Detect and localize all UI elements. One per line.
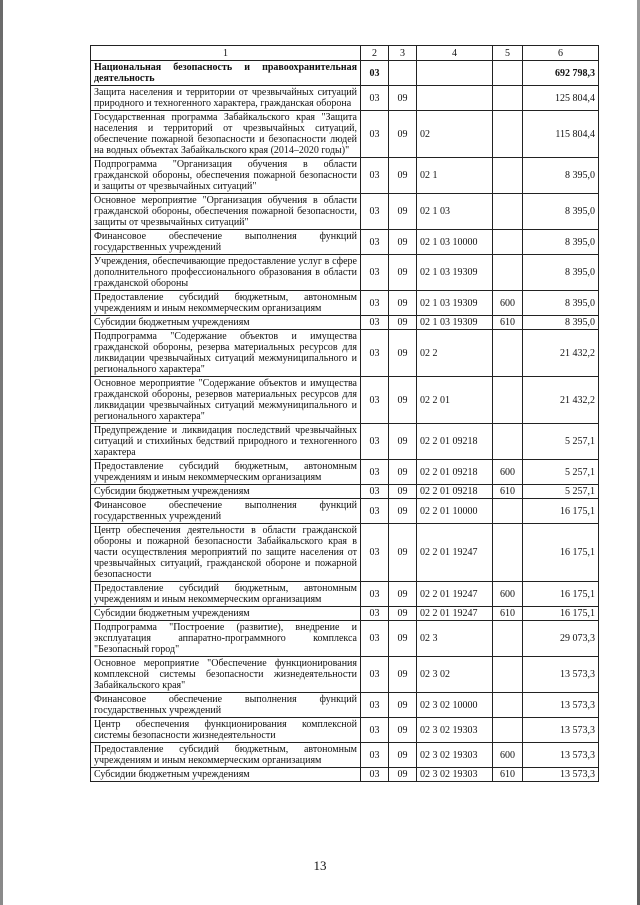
- row-section: 03: [361, 377, 389, 424]
- row-section: 03: [361, 230, 389, 255]
- row-subsection: 09: [389, 693, 417, 718]
- row-subsection: 09: [389, 657, 417, 693]
- row-expense-type: 600: [493, 582, 523, 607]
- budget-table: [90, 45, 599, 782]
- row-name: Финансовое обеспечение выполнения функций государственных учреждений: [91, 693, 361, 718]
- row-target-code: 02 2 01 19247: [417, 582, 493, 607]
- row-subsection: 09: [389, 524, 417, 582]
- row-expense-type: [493, 621, 523, 657]
- row-name: Национальная безопасность и правоохранительная деятельность: [91, 61, 361, 86]
- row-subsection: 09: [389, 718, 417, 743]
- table-row: [91, 718, 599, 743]
- row-target-code: 02 2: [417, 330, 493, 377]
- row-amount: 115 804,4: [523, 111, 599, 158]
- row-expense-type: [493, 194, 523, 230]
- row-amount: 692 798,3: [523, 61, 599, 86]
- row-target-code: 02 2 01 19247: [417, 524, 493, 582]
- table-row: [91, 768, 599, 782]
- row-amount: 13 573,3: [523, 768, 599, 782]
- row-subsection: 09: [389, 485, 417, 499]
- row-name: Основное мероприятие "Содержание объектов и имущества гражданской обороны, резервов материальных ресурсов для ликвидации чрезвычайных ситуаций межмуниципального и регионального характера": [91, 377, 361, 424]
- table-row: [91, 158, 599, 194]
- row-expense-type: [493, 255, 523, 291]
- row-expense-type: [493, 330, 523, 377]
- row-name: Подпрограмма "Содержание объектов и имущества гражданской обороны, резерва материальных ресурсов для ликвидации чрезвычайных ситуаций межмуниципального и регионального характера": [91, 330, 361, 377]
- row-section: 03: [361, 693, 389, 718]
- row-amount: 8 395,0: [523, 255, 599, 291]
- row-amount: 13 573,3: [523, 693, 599, 718]
- row-subsection: 09: [389, 291, 417, 316]
- row-section: 03: [361, 768, 389, 782]
- row-target-code: [417, 86, 493, 111]
- row-target-code: 02 3 02 19303: [417, 768, 493, 782]
- row-section: 03: [361, 460, 389, 485]
- header-col-6: 6: [523, 46, 599, 61]
- row-expense-type: 610: [493, 607, 523, 621]
- row-name: Финансовое обеспечение выполнения функций государственных учреждений: [91, 499, 361, 524]
- row-name: Субсидии бюджетным учреждениям: [91, 316, 361, 330]
- row-expense-type: [493, 657, 523, 693]
- row-amount: 13 573,3: [523, 657, 599, 693]
- row-section: 03: [361, 743, 389, 768]
- row-amount: 125 804,4: [523, 86, 599, 111]
- row-target-code: 02 3 02 10000: [417, 693, 493, 718]
- row-subsection: 09: [389, 111, 417, 158]
- row-target-code: 02 2 01 09218: [417, 485, 493, 499]
- row-target-code: 02 2 01 09218: [417, 424, 493, 460]
- row-target-code: 02 3 02 19303: [417, 743, 493, 768]
- row-target-code: 02 1 03: [417, 194, 493, 230]
- table-row: [91, 693, 599, 718]
- row-name: Основное мероприятие "Организация обучения в области гражданской обороны, обеспечения пожарной безопасности, защиты от чрезвычайных ситуаций": [91, 194, 361, 230]
- row-section: 03: [361, 718, 389, 743]
- row-name: Центр обеспечения деятельности в области гражданской обороны и пожарной безопасности Забайкальского края в части осуществления мероприятий по защите населения от чрезвычайных ситуаций, гражданской обороне и пожарной безопасности: [91, 524, 361, 582]
- row-name: Предоставление субсидий бюджетным, автономным учреждениям и иным некоммерческим организациям: [91, 743, 361, 768]
- row-amount: 29 073,3: [523, 621, 599, 657]
- row-target-code: 02 2 01: [417, 377, 493, 424]
- table-row: [91, 230, 599, 255]
- row-expense-type: 610: [493, 768, 523, 782]
- row-expense-type: [493, 718, 523, 743]
- table-row: [91, 424, 599, 460]
- row-subsection: 09: [389, 768, 417, 782]
- row-name: Субсидии бюджетным учреждениям: [91, 485, 361, 499]
- table-row: [91, 460, 599, 485]
- row-expense-type: [493, 61, 523, 86]
- table-row: [91, 743, 599, 768]
- row-name: Субсидии бюджетным учреждениям: [91, 768, 361, 782]
- table-row: [91, 485, 599, 499]
- row-target-code: 02 1 03 19309: [417, 291, 493, 316]
- row-amount: 5 257,1: [523, 424, 599, 460]
- table-row: [91, 194, 599, 230]
- row-name: Предоставление субсидий бюджетным, автономным учреждениям и иным некоммерческим организациям: [91, 291, 361, 316]
- table-row: [91, 316, 599, 330]
- row-amount: 16 175,1: [523, 499, 599, 524]
- row-expense-type: 600: [493, 291, 523, 316]
- row-amount: 13 573,3: [523, 718, 599, 743]
- row-subsection: 09: [389, 158, 417, 194]
- row-section: 03: [361, 485, 389, 499]
- table-row: [91, 377, 599, 424]
- row-name: Предупреждение и ликвидация последствий чрезвычайных ситуаций и стихийных бедствий природного и техногенного характера: [91, 424, 361, 460]
- row-amount: 8 395,0: [523, 291, 599, 316]
- row-name: Предоставление субсидий бюджетным, автономным учреждениям и иным некоммерческим организациям: [91, 460, 361, 485]
- row-section: 03: [361, 194, 389, 230]
- row-subsection: 09: [389, 316, 417, 330]
- row-section: 03: [361, 657, 389, 693]
- row-section: 03: [361, 61, 389, 86]
- row-target-code: 02 3 02 19303: [417, 718, 493, 743]
- row-name: Финансовое обеспечение выполнения функций государственных учреждений: [91, 230, 361, 255]
- table-row: [91, 524, 599, 582]
- row-section: 03: [361, 330, 389, 377]
- row-amount: 5 257,1: [523, 485, 599, 499]
- row-section: 03: [361, 255, 389, 291]
- table-row: [91, 291, 599, 316]
- row-amount: 8 395,0: [523, 158, 599, 194]
- table-row: [91, 255, 599, 291]
- row-target-code: 02 3 02: [417, 657, 493, 693]
- row-target-code: 02: [417, 111, 493, 158]
- row-subsection: [389, 61, 417, 86]
- row-name: Подпрограмма "Построение (развитие), внедрение и эксплуатация аппаратно-программного комплекса "Безопасный город": [91, 621, 361, 657]
- row-subsection: 09: [389, 230, 417, 255]
- header-col-3: 3: [389, 46, 417, 61]
- row-expense-type: [493, 424, 523, 460]
- row-section: 03: [361, 582, 389, 607]
- row-subsection: 09: [389, 582, 417, 607]
- row-section: 03: [361, 424, 389, 460]
- table-row: [91, 657, 599, 693]
- row-name: Предоставление субсидий бюджетным, автономным учреждениям и иным некоммерческим организациям: [91, 582, 361, 607]
- row-target-code: 02 1 03 10000: [417, 230, 493, 255]
- row-section: 03: [361, 607, 389, 621]
- row-section: 03: [361, 499, 389, 524]
- row-target-code: 02 1: [417, 158, 493, 194]
- table-row: [91, 499, 599, 524]
- row-target-code: 02 1 03 19309: [417, 255, 493, 291]
- row-expense-type: [493, 230, 523, 255]
- row-subsection: 09: [389, 330, 417, 377]
- row-section: 03: [361, 621, 389, 657]
- row-subsection: 09: [389, 377, 417, 424]
- table-row: [91, 61, 599, 86]
- row-name: Субсидии бюджетным учреждениям: [91, 607, 361, 621]
- table-row: [91, 86, 599, 111]
- row-section: 03: [361, 158, 389, 194]
- row-expense-type: [493, 158, 523, 194]
- row-amount: 13 573,3: [523, 743, 599, 768]
- row-name: Государственная программа Забайкальского края "Защита населения и территорий от чрезвычайных ситуаций, обеспечение пожарной безопасности и безопасности людей на водных объектах Забайкальского края (2014–2020 годы)": [91, 111, 361, 158]
- row-amount: 21 432,2: [523, 377, 599, 424]
- row-expense-type: [493, 86, 523, 111]
- row-target-code: [417, 61, 493, 86]
- row-name: Подпрограмма "Организация обучения в области гражданской обороны, обеспечения пожарной безопасности и защиты от чрезвычайных ситуаций": [91, 158, 361, 194]
- row-amount: 8 395,0: [523, 194, 599, 230]
- row-name: Основное мероприятие "Обеспечение функционирования комплексной системы безопасности жизнедеятельности Забайкальского края": [91, 657, 361, 693]
- row-subsection: 09: [389, 743, 417, 768]
- row-subsection: 09: [389, 86, 417, 111]
- table-body: [91, 61, 599, 782]
- row-target-code: 02 3: [417, 621, 493, 657]
- row-expense-type: [493, 377, 523, 424]
- row-expense-type: [493, 524, 523, 582]
- row-amount: 16 175,1: [523, 582, 599, 607]
- row-expense-type: [493, 693, 523, 718]
- table-row: [91, 582, 599, 607]
- row-subsection: 09: [389, 194, 417, 230]
- row-amount: 8 395,0: [523, 230, 599, 255]
- header-col-4: 4: [417, 46, 493, 61]
- row-target-code: 02 2 01 19247: [417, 607, 493, 621]
- table-row: [91, 621, 599, 657]
- scan-edge-left: [0, 0, 3, 905]
- row-section: 03: [361, 524, 389, 582]
- header-col-1: 1: [91, 46, 361, 61]
- row-section: 03: [361, 291, 389, 316]
- row-amount: 21 432,2: [523, 330, 599, 377]
- document-page: [90, 45, 598, 782]
- page-number: 13: [313, 858, 327, 873]
- row-subsection: 09: [389, 607, 417, 621]
- row-subsection: 09: [389, 424, 417, 460]
- row-expense-type: [493, 499, 523, 524]
- row-section: 03: [361, 86, 389, 111]
- row-target-code: 02 1 03 19309: [417, 316, 493, 330]
- row-subsection: 09: [389, 460, 417, 485]
- row-expense-type: 600: [493, 743, 523, 768]
- row-amount: 5 257,1: [523, 460, 599, 485]
- row-section: 03: [361, 316, 389, 330]
- table-row: [91, 607, 599, 621]
- row-expense-type: 610: [493, 316, 523, 330]
- table-row: [91, 111, 599, 158]
- header-col-5: 5: [493, 46, 523, 61]
- row-name: Центр обеспечения функционирования комплексной системы безопасности жизнедеятельности: [91, 718, 361, 743]
- row-expense-type: 600: [493, 460, 523, 485]
- row-section: 03: [361, 111, 389, 158]
- row-subsection: 09: [389, 499, 417, 524]
- row-name: Учреждения, обеспечивающие предоставление услуг в сфере дополнительного профессионального образования в области гражданской обороны: [91, 255, 361, 291]
- row-amount: 8 395,0: [523, 316, 599, 330]
- row-amount: 16 175,1: [523, 524, 599, 582]
- header-col-2: 2: [361, 46, 389, 61]
- row-expense-type: 610: [493, 485, 523, 499]
- row-name: Защита населения и территории от чрезвычайных ситуаций природного и техногенного характера, гражданская оборона: [91, 86, 361, 111]
- row-subsection: 09: [389, 255, 417, 291]
- row-target-code: 02 2 01 09218: [417, 460, 493, 485]
- row-target-code: 02 2 01 10000: [417, 499, 493, 524]
- table-header-row: [91, 46, 599, 61]
- row-subsection: 09: [389, 621, 417, 657]
- row-amount: 16 175,1: [523, 607, 599, 621]
- row-expense-type: [493, 111, 523, 158]
- table-row: [91, 330, 599, 377]
